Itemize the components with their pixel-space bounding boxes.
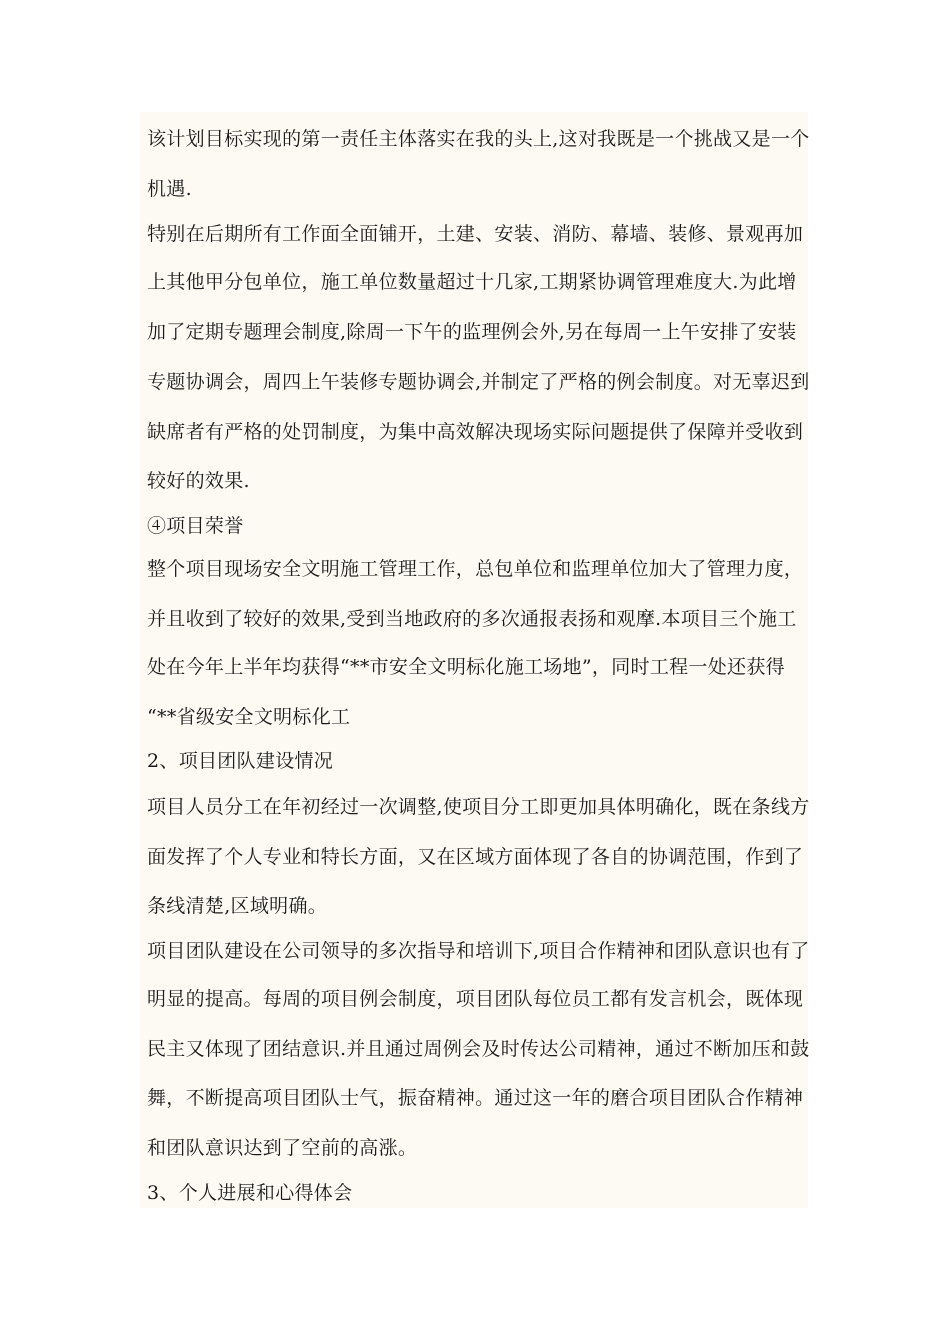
text-line: 舞，不断提高项目团队士气，振奋精神。通过这一年的磨合项目团队合作精神 xyxy=(147,1087,804,1109)
text-line: 项目团队建设在公司领导的多次指导和培训下,项目合作精神和团队意识也有了 xyxy=(147,940,810,962)
text-line: 民主又体现了团结意识.并且通过周例会及时传达公司精神，通过不断加压和鼓 xyxy=(147,1038,810,1060)
text-line: 并且收到了较好的效果,受到当地政府的多次通报表扬和观摩.本项目三个施工 xyxy=(147,608,797,630)
section-heading: 2、项目团队建设情况 xyxy=(147,750,334,772)
text-line: 整个项目现场安全文明施工管理工作，总包单位和监理单位加大了管理力度， xyxy=(147,558,804,580)
document-text-block xyxy=(140,112,808,1208)
section-heading: 3、个人进展和心得体会 xyxy=(147,1182,353,1204)
section-heading: ④项目荣誉 xyxy=(147,515,244,537)
text-line: 特别在后期所有工作面全面铺开，土建、安装、消防、幕墙、装修、景观再加 xyxy=(147,223,804,245)
text-line: 项目人员分工在年初经过一次调整,使项目分工即更加具体明确化，既在条线方 xyxy=(147,796,810,818)
text-line: 缺席者有严格的处罚制度，为集中高效解决现场实际问题提供了保障并受收到 xyxy=(147,421,804,443)
text-line: 处在今年上半年均获得“**市安全文明标化施工场地”，同时工程一处还获得 xyxy=(147,656,785,678)
text-line: 条线清楚,区域明确。 xyxy=(147,895,328,917)
text-line: 机遇. xyxy=(147,178,192,200)
text-line: 专题协调会，周四上午装修专题协调会,并制定了严格的例会制度。对无辜迟到 xyxy=(147,371,810,393)
text-line: 加了定期专题理会制度,除周一下午的监理例会外,另在每周一上午安排了安装 xyxy=(147,321,797,343)
text-line: “**省级安全文明标化工 xyxy=(147,706,351,728)
text-line: 较好的效果. xyxy=(147,470,250,492)
text-line: 明显的提高。每周的项目例会制度，项目团队每位员工都有发言机会，既体现 xyxy=(147,988,804,1010)
text-line: 该计划目标实现的第一责任主体落实在我的头上,这对我既是一个挑战又是一个 xyxy=(147,128,810,150)
text-line: 上其他甲分包单位，施工单位数量超过十几家,工期紧协调管理难度大.为此增 xyxy=(147,271,797,293)
text-line: 面发挥了个人专业和特长方面，又在区域方面体现了各自的协调范围，作到了 xyxy=(147,846,804,868)
text-line: 和团队意识达到了空前的高涨。 xyxy=(147,1137,418,1159)
